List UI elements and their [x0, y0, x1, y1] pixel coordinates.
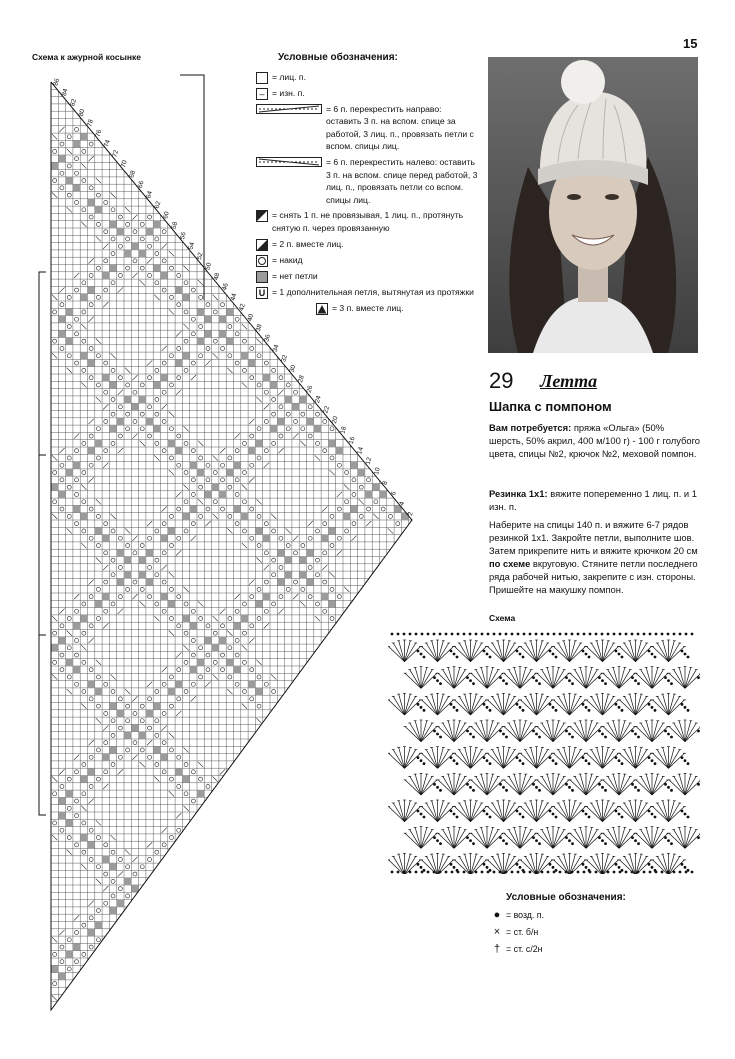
legend-text: = лиц. п. [272, 71, 306, 82]
crochet-legend-text: = ст. с/2н [506, 944, 543, 954]
crochet-chart [388, 630, 700, 874]
rib-paragraph [489, 487, 701, 513]
chart-row-number: 26 [305, 384, 315, 394]
crochet-legend [490, 891, 690, 958]
pattern-number: 29 [489, 368, 514, 393]
legend-title: Условные обозначения: [278, 52, 398, 63]
legend-item-no-stitch [256, 270, 478, 283]
chart-row-number: 70 [119, 159, 129, 169]
double-treble-icon: † [493, 943, 501, 955]
legend-text: = нет петли [272, 270, 318, 281]
chart-row-number: 52 [195, 251, 205, 261]
chart-row-number: 42 [238, 302, 247, 312]
legend-text: = 2 п. вместе лиц. [272, 238, 344, 249]
legend-item-extra-loop [256, 286, 478, 299]
chart-row-number: 86 [52, 77, 62, 87]
materials-label: Вам потребуется: [489, 422, 572, 433]
chart-row-number: 4 [398, 500, 407, 507]
rib-label: Резинка 1х1: [489, 488, 548, 499]
chart-row-number: 14 [356, 446, 365, 456]
no-stitch-icon [256, 271, 268, 283]
chart-legend [256, 52, 478, 318]
crochet-legend-text: = ст. б/н [506, 927, 539, 937]
chart-row-number: 44 [229, 292, 239, 302]
chart-row-number: 16 [347, 436, 357, 445]
instructions-paragraph [489, 518, 701, 596]
legend-item-cable-left [256, 156, 478, 206]
chart-row-number: 38 [254, 323, 264, 333]
chart-row-number: 84 [60, 87, 70, 97]
chart-row-number: 6 [389, 490, 398, 497]
chart-row-number: 58 [170, 221, 180, 230]
slip-knit-pass-icon [256, 210, 268, 222]
yarn-name: Летта [540, 371, 598, 391]
legend-text: = 6 п. перекрестить направо: оставить 3 п. на вспом. спице за работой, 3 лиц. п., провязать петли с вспом. спицы лиц. [326, 103, 474, 152]
crochet-legend-sc [490, 924, 690, 941]
chart-row-number: 24 [314, 395, 323, 404]
chart-row-number: 10 [373, 466, 382, 476]
knit-three-together-icon [316, 303, 328, 315]
instructions-bold: по схеме [489, 558, 531, 569]
chart-row-number: 60 [162, 210, 171, 220]
knit-stitch-icon [256, 72, 268, 84]
chart-row-number: 32 [280, 354, 289, 363]
chart-row-number: 50 [204, 262, 213, 271]
chart-row-number: 80 [77, 108, 87, 118]
chart-row-number: 82 [69, 98, 78, 107]
legend-text: = снять 1 п. не провязывая, 1 лиц. п., протянуть снятую п. через провязанную [272, 210, 464, 233]
page-number: 15 [683, 36, 698, 51]
legend-item-yarn-over [256, 254, 478, 267]
legend-text: = накид [272, 254, 303, 265]
chart-row-number: 66 [136, 180, 146, 189]
instructions-text-2: вкруговую. Стяните петли последнего ряда рабочей нитью, закрепите с изн. стороны. Пришейте на макушку помпон. [489, 558, 698, 595]
legend-item-k3tog [316, 302, 478, 315]
chart-row-number: 34 [271, 343, 281, 353]
legend-item-knit [256, 71, 478, 84]
yarn-over-icon [256, 255, 268, 267]
legend-text: = 6 п. перекрестить налево: оставить 3 п. на вспом. спице перед работой, 3 лиц. п., провязать петли со вспом. спицы лиц. [326, 156, 478, 205]
chart-row-number: 28 [297, 374, 306, 384]
legend-text: = 1 дополнительная петля, вытянутая из протяжки [272, 286, 474, 297]
chart-row-number: 40 [246, 313, 256, 322]
chart-row-number: 22 [322, 405, 332, 415]
scheme-label: Схема [489, 613, 516, 623]
chart-row-number: 54 [187, 241, 197, 251]
purl-stitch-icon: – [256, 88, 268, 100]
legend-item-skp [256, 209, 478, 234]
chart-row-number: 20 [330, 415, 340, 425]
single-crochet-icon: × [493, 926, 501, 938]
chart-row-number: 78 [86, 118, 95, 128]
chain-stitch-icon: ● [493, 909, 501, 921]
legend-text: = 3 п. вместе лиц. [332, 302, 404, 313]
chart-row-number: 62 [153, 200, 163, 210]
chart-row-number: 8 [381, 480, 390, 486]
chart-row-number: 68 [128, 169, 138, 179]
chart-row-number: 48 [212, 272, 222, 282]
crochet-legend-dtr [490, 941, 690, 958]
pattern-title: Шапка с помпоном [489, 399, 612, 414]
extra-loop-icon: U [256, 287, 268, 299]
materials-text: пряжа «Ольга» (50% шерсть, 50% акрил, 400 м/100 г) - 100 г голубого цвета, спицы №2, крючок №2, меховой помпон. [489, 422, 701, 459]
cable-left-icon [256, 157, 322, 167]
chart-row-number: 76 [94, 128, 104, 138]
chart-title: Схема к ажурной косынке [32, 52, 141, 62]
legend-text: = изн. п. [272, 87, 305, 98]
chart-row-number: 74 [103, 139, 112, 148]
chart-row-number: 46 [221, 282, 230, 292]
legend-item-cable-right [256, 103, 478, 153]
materials-paragraph [489, 421, 701, 460]
legend-item-purl [256, 87, 478, 100]
chart-row-number: 56 [179, 231, 188, 241]
model-photo [488, 57, 698, 353]
legend-item-k2tog [256, 238, 478, 251]
chart-row-number: 64 [145, 190, 154, 200]
rib-text: вяжите попеременно 1 лиц. п. и 1 изн. п. [489, 488, 697, 512]
instructions-text-1: Наберите на спицы 140 п. и вяжите 6-7 рядов резинкой 1х1. Закройте петли, выполните шов. Затем прикрепите нить и вяжите крючком 20 см [489, 519, 698, 556]
chart-row-number: 18 [339, 425, 349, 435]
crochet-legend-chain [490, 907, 690, 924]
crochet-legend-title: Условные обозначения: [506, 892, 626, 903]
chart-row-number: 30 [288, 364, 298, 374]
chart-row-number: 12 [364, 456, 374, 466]
chart-row-number: 2 [406, 511, 415, 517]
cable-right-icon [256, 104, 322, 114]
chart-row-number: 72 [111, 149, 121, 159]
knit-two-together-icon [256, 239, 268, 251]
chart-row-number: 36 [263, 333, 273, 343]
crochet-legend-text: = возд. п. [506, 910, 545, 920]
